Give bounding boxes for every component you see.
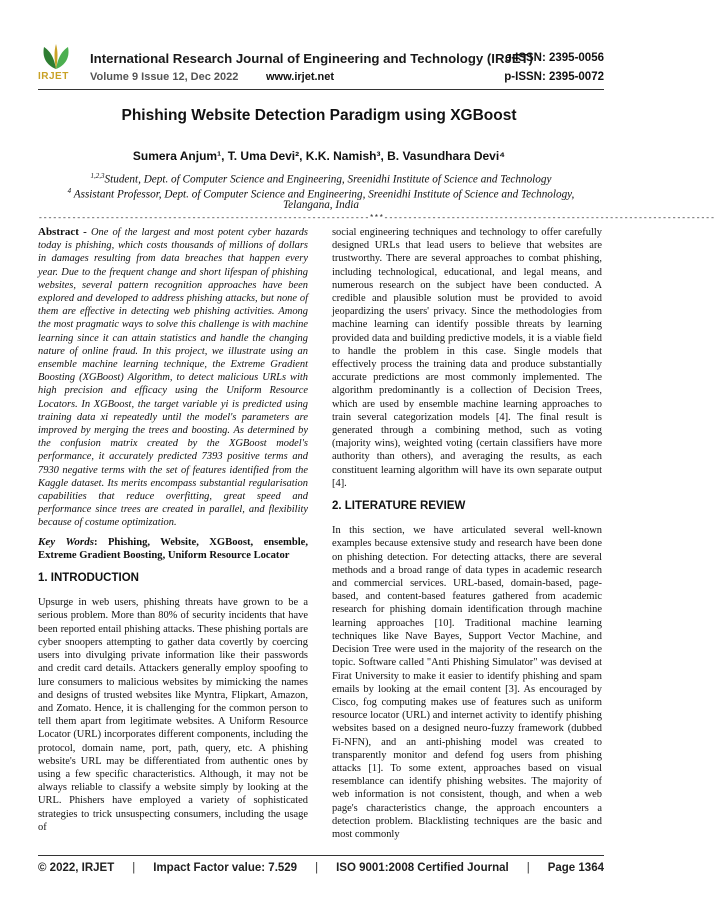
- section-separator: ---------------------------------------------------------------------***---------------------------------------------------------------------: [38, 214, 715, 223]
- literature-paragraph: In this section, we have articulated several well-known examples because extensive study and research have been done on phishing detection. For detecting attacks, there are several methods and a broad range of data types in academic research and commercial services. URL-based, domain-based, page-based, and content-based features gathered from academic research for phishing domain identification through machine learning approaches [10]. Traditional machine learning techniques like Nave Bayes, Support Vector Machine, and Decision Tree were used in the majority of the research on the topic. Software called "Anti Phishing Simulator" was devised at Firat University to make it easier to identify phishing and spam emails by looking at the email content [3]. As encouraged by Cisco, fog computing makes use of features such as uniform resource locator (URL) and internet activity to identify phishing websites based on a designed neuro-fuzzy framework (dubbed Fi-NFN), and an anti-phishing model was created to transparently monitor and defend fog users from phishing attacks [1]. To some extent, approaches based on visual resemblance can identify phishing websites. The majority of web information is not consistent, though, and when a web page's characteristics change, the approach encounters a detection problem. Blacklisting techniques are the basic and most commonly: [332, 525, 602, 840]
- journal-header: [38, 43, 604, 88]
- e-issn: e-ISSN: 2395-0056: [504, 52, 604, 64]
- footer-divider: |: [526, 862, 530, 874]
- footer-iso: ISO 9001:2008 Certified Journal: [336, 862, 509, 874]
- literature-heading: 2. LITERATURE REVIEW: [332, 500, 466, 513]
- author-list: Sumera Anjum¹, T. Uma Devi², K.K. Namish³, B. Vasundhara Devi⁴: [132, 149, 506, 163]
- irjet-logo: [38, 43, 74, 83]
- logo-wordmark: IRJET: [38, 71, 69, 82]
- keywords: [38, 536, 308, 562]
- right-column: [332, 226, 602, 847]
- keywords-label: Key Words: [38, 535, 94, 548]
- footer-divider: |: [315, 862, 319, 874]
- affiliation-text: Student, Dept. of Computer Science and Engineering, Sreenidhi Institute of Science and Technology: [104, 173, 552, 186]
- intro-heading: 1. INTRODUCTION: [38, 572, 139, 585]
- journal-name: International Research Journal of Engineering and Technology (IRJET): [90, 51, 534, 66]
- affiliation-marker: 1,2,3: [90, 172, 105, 180]
- intro-continued-paragraph: social engineering techniques and technology to offer carefully designed URLs that lead users to believe that websites are trustworthy. There are several approaches to combat phishing, including technological, educational, and legal means, and numerous research on the subject have been conducted. A credible and plausible solution must be provided to avoid jeopardizing the users' privacy. Since the methodologies from machine learning can identify possible threats by learning provided data and building predictive models, it is a viable field to handle the problem in this case. Single models that effectively process the training data and produce substantially accurate predictions are most commonly implemented. The algorithm predominantly is a collection of Decision Trees, which are used by ensemble machine learning approaches to train several categorization models [4]. The final result is generated through a combining method, such as voting (majority wins), weighted voting (certain classifiers have more authority than others), and averaging the results, as each constituent learning algorithm will have its own separate output [4].: [332, 227, 602, 489]
- journal-website: www.irjet.net: [266, 71, 335, 83]
- affiliation-marker: 4: [67, 187, 72, 195]
- keywords-text: : Phishing, Website, XGBoost, ensemble, Extreme Gradient Boosting, Uniform Resource Locator: [38, 536, 309, 561]
- leaf-emblem-icon: [38, 43, 74, 71]
- affiliation-location: Telangana, India: [282, 199, 360, 211]
- footer-page-number: Page 1364: [547, 862, 604, 874]
- footer-rule: [38, 855, 604, 856]
- footer-impact-factor: Impact Factor value: 7.529: [153, 862, 298, 874]
- affiliation-text: Assistant Professor, Dept. of Computer Science and Engineering, Sreenidhi Institute of Science and Technology,: [71, 188, 575, 201]
- header-rule: [38, 89, 604, 90]
- abstract: [38, 226, 308, 530]
- abstract-label: Abstract -: [38, 226, 87, 238]
- intro-paragraph: Upsurge in web users, phishing threats have grown to be a serious problem. More than 80% of security incidents that have been reported entail phishing attacks. These phishing portals are cyber snoopers attempting to gather data covertly by coercing users into divulging private information like their passwords and credit card details. Attackers generally employ spoofing to lure consumers to malicious websites by mimicking the names and designs of trusted websites like Myntra, Flipkart, Amazon, and Zomato. Hence, it is challenging for the common person to tell them apart from legitimate websites. A Uniform Resource Locator (URL) incorporates different components, including the protocol, domain name, port, path, query, etc. A phishing website's URL may be differentiated from authentic ones by using a few specific characteristics. Although, it may not be always reliable to classify a website simply by looking at the URL. Phishers have employed a variety of sophisticated strategies to trick unsuspecting consumers, including the usage of: [38, 597, 308, 833]
- p-issn: p-ISSN: 2395-0072: [504, 71, 604, 83]
- left-column: [38, 226, 308, 840]
- page-footer: [38, 862, 604, 874]
- abstract-text: One of the largest and most potent cyber hazards today is phishing, which costs thousands of millions of dollars in damages resulting from data breaches that happen every year. Due to the frequent change and short lifespan of phishing websites, several pattern recognition approaches have been explored and developed to address phishing attacks, but none of them are effective in detecting web phishing activities. Among the most pragmatic ways to solve this challenge is with machine learning since it can attain statistics and handle the changing nature of online fraud. In this project, we illustrate using an ensemble machine learning technique, the Extreme Gradient Boosting (XGBoost) Algorithm, to detect malicious URLs with high precision and efficacy using the Uniform Resource Locators. In XGBoost, the target variable yi is predicted using training data xi repeatedly until the model's parameters are improved by merging the trees and boosting. As determined by the confusion matrix created by the XGBoost model's performance, it accurately predicted 7393 positive terms and 7930 negative terms with the set of features identified from the Kaggle dataset. Its merits encompass substantial regularisation capabilities that reduce overfitting, great speed and performance since trees are created in parallel, and flexibility because of costume optimization.: [38, 227, 308, 529]
- footer-divider: |: [132, 862, 136, 874]
- footer-copyright: © 2022, IRJET: [38, 862, 115, 874]
- volume-issue: Volume 9 Issue 12, Dec 2022: [90, 71, 239, 83]
- paper-title: Phishing Website Detection Paradigm using XGBoost: [121, 107, 517, 124]
